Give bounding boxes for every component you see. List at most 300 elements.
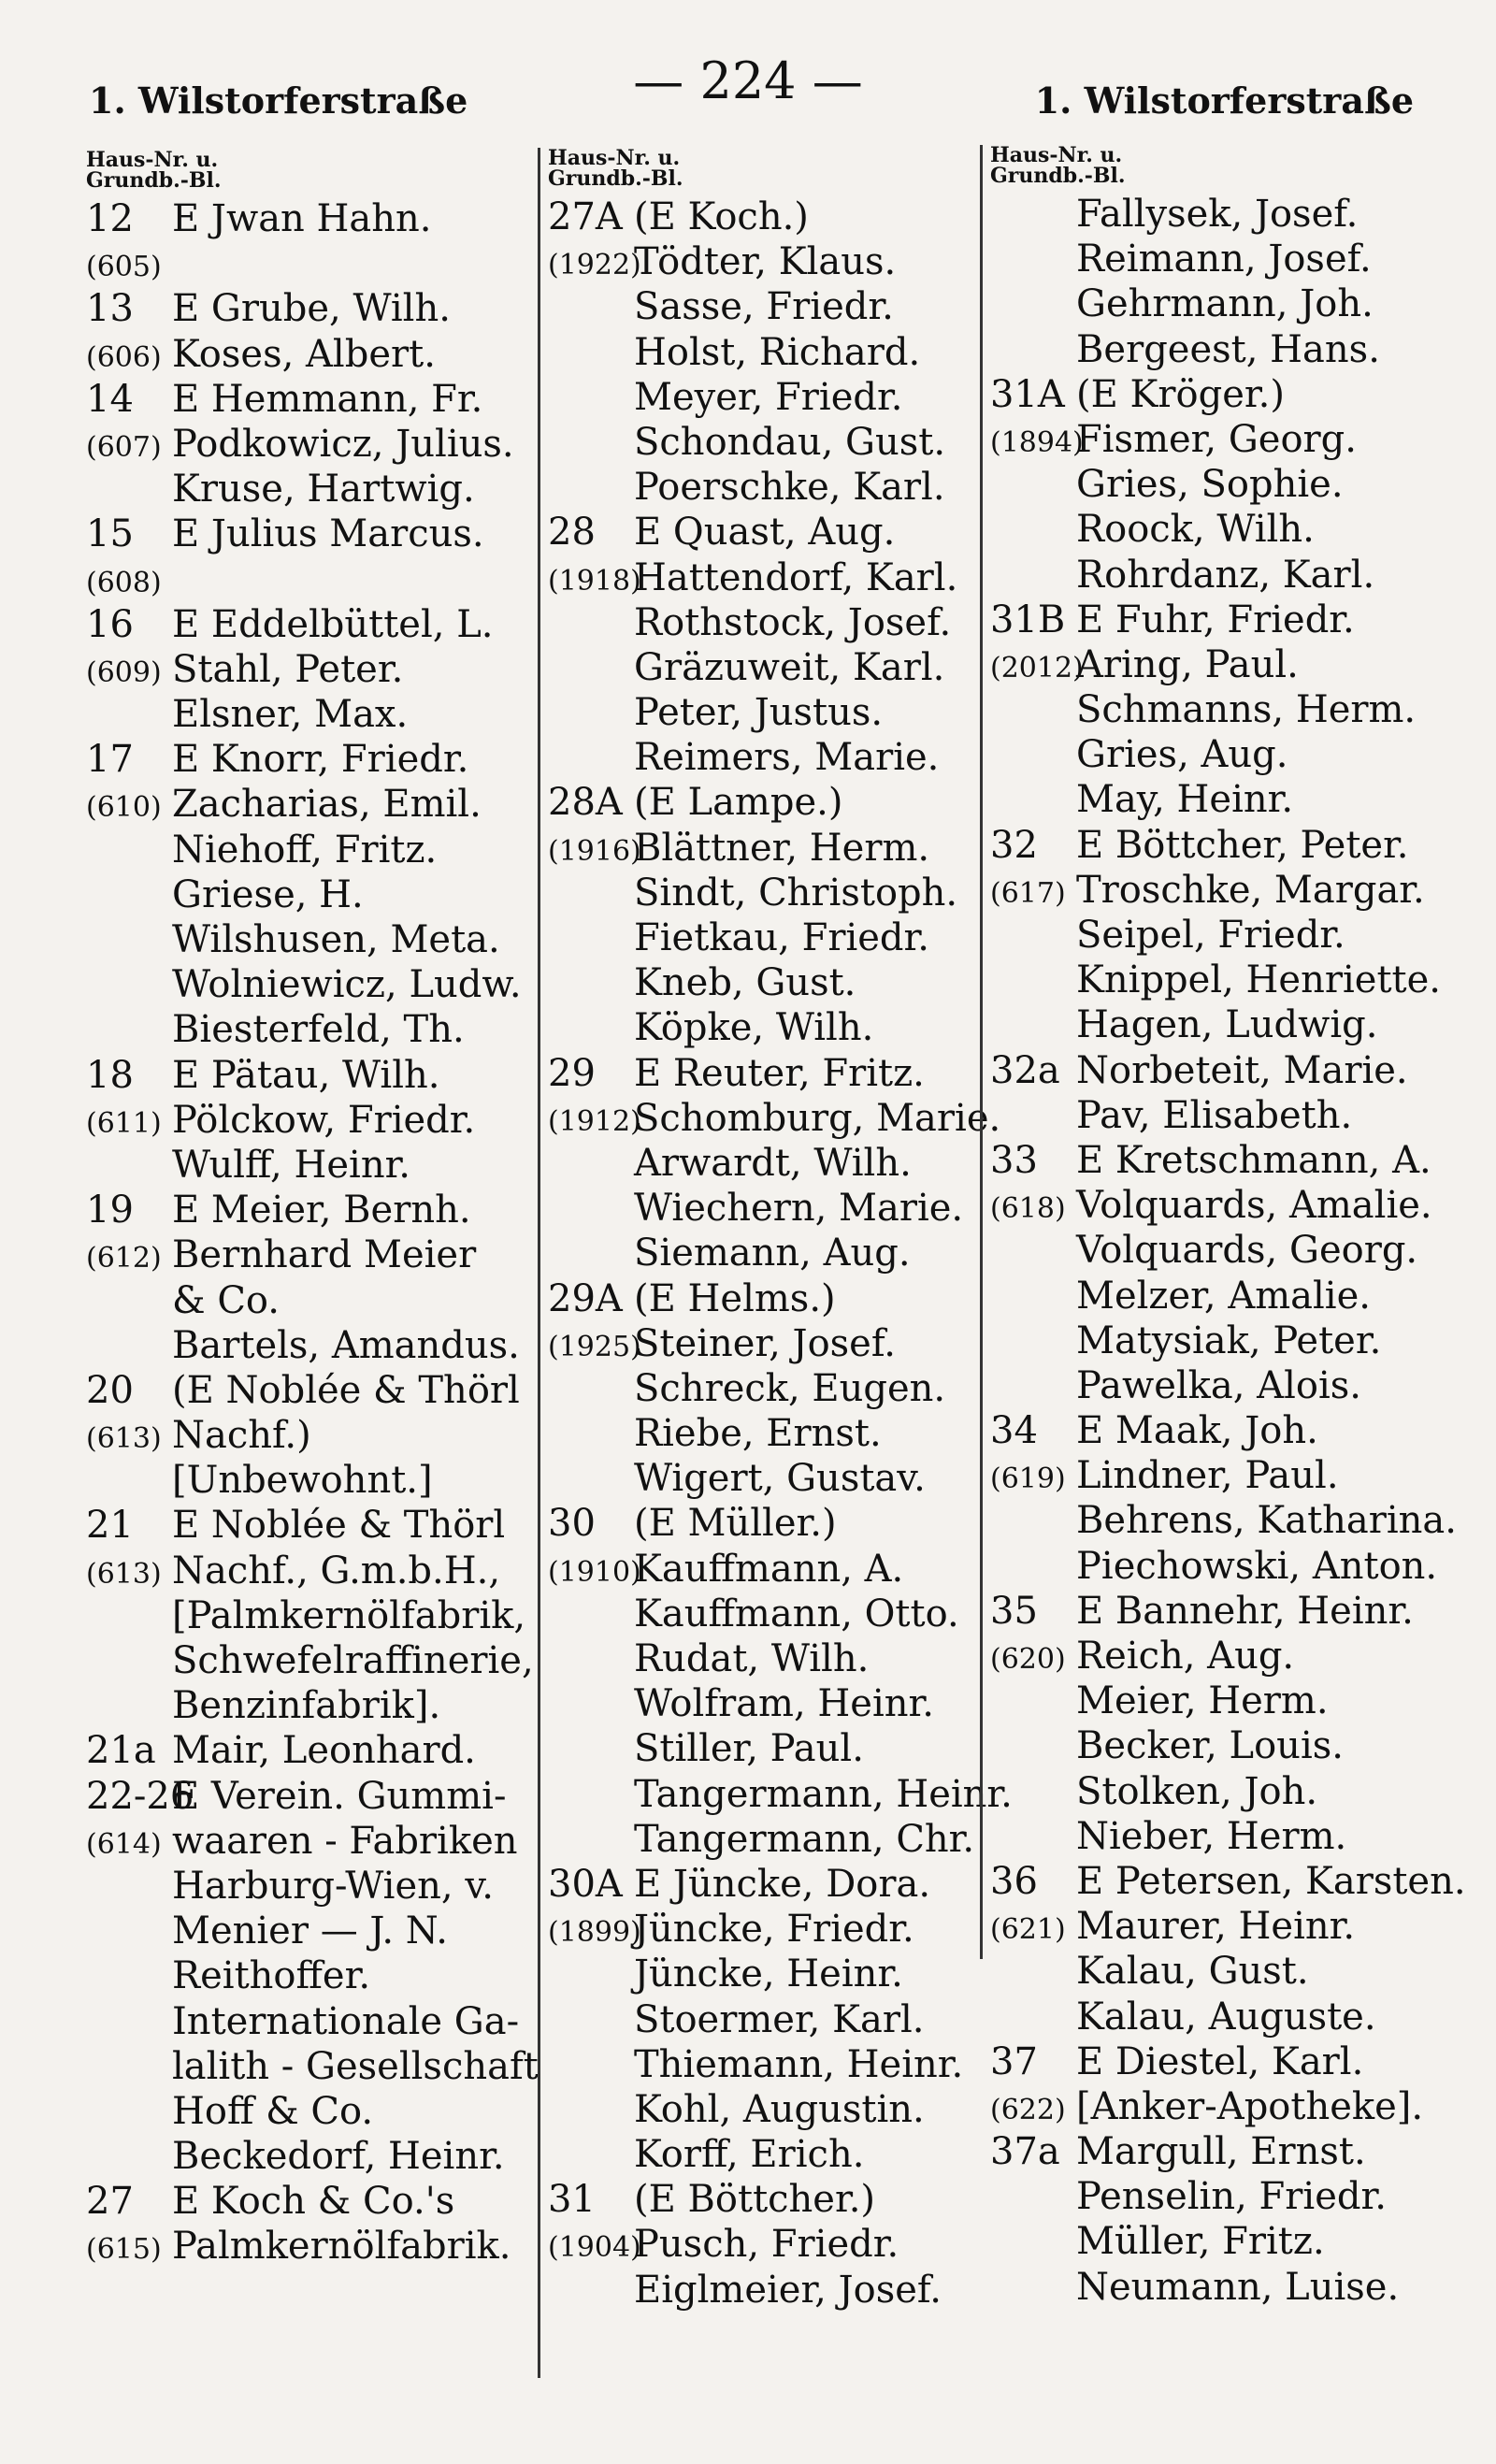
resident-name: Schondau, Gust.	[634, 420, 946, 464]
resident-name: Reithoffer.	[172, 1954, 371, 1998]
directory-line	[86, 196, 572, 241]
directory-line	[548, 1681, 1015, 1726]
directory-line	[86, 512, 572, 556]
grundbuch-number: (1922)	[548, 249, 641, 282]
resident-name: E Eddelbüttel, L.	[172, 602, 494, 646]
directory-line	[990, 553, 1476, 598]
directory-line	[86, 2179, 572, 2224]
column-1	[86, 150, 572, 2385]
grundbuch-number: (613)	[86, 1557, 162, 1591]
resident-name: Rudat, Wilh.	[634, 1637, 870, 1680]
resident-name: Volquards, Georg.	[1076, 1229, 1418, 1273]
resident-name: Korff, Erich.	[634, 2133, 865, 2177]
resident-name: Seipel, Friedr.	[1076, 914, 1345, 957]
directory-line	[990, 1274, 1476, 1318]
directory-line	[86, 1864, 572, 1909]
resident-name: E Jwan Hahn.	[172, 197, 432, 240]
directory-line	[86, 1053, 572, 1098]
directory-line	[548, 1186, 1015, 1231]
directory-line	[548, 375, 1015, 420]
directory-line	[990, 1995, 1476, 2039]
resident-name: Blättner, Herm.	[634, 826, 930, 870]
column-heading-line: Haus-Nr. u.	[548, 146, 681, 170]
resident-name: Matysiak, Peter.	[1076, 1318, 1382, 1362]
house-number: 28A	[548, 781, 623, 825]
directory-line	[86, 1368, 572, 1413]
resident-name: Aring, Paul.	[1076, 642, 1299, 686]
resident-name: (E Müller.)	[634, 1502, 837, 1546]
house-number: 30A	[548, 1862, 623, 1906]
directory-line	[548, 1005, 1015, 1050]
resident-name: Sasse, Friedr.	[634, 285, 894, 329]
directory-line	[990, 1723, 1476, 1768]
resident-name: E Koch & Co.'s	[172, 2180, 455, 2224]
directory-line	[990, 237, 1476, 281]
resident-name: (E Koch.)	[634, 195, 809, 238]
resident-name: E Verein. Gummi-	[172, 1774, 507, 1818]
resident-name: Beckedorf, Heinr.	[172, 2135, 505, 2179]
directory-line	[86, 1098, 572, 1143]
grundbuch-number: (1910)	[548, 1555, 641, 1589]
resident-name: Meier, Herm.	[1076, 1679, 1329, 1723]
resident-name: Maurer, Heinr.	[1076, 1905, 1356, 1949]
directory-line	[86, 1683, 572, 1728]
resident-name: Fallysek, Josef.	[1076, 193, 1359, 236]
house-number: 14	[86, 377, 134, 421]
resident-name: Norbeteit, Marie.	[1076, 1048, 1408, 1092]
directory-line	[990, 2174, 1476, 2219]
directory-line	[990, 598, 1476, 642]
resident-name: Thiemann, Heinr.	[634, 2042, 964, 2086]
column-heading	[990, 145, 1476, 186]
column-2	[538, 148, 1015, 2378]
directory-line	[86, 557, 572, 602]
resident-name: Wigert, Gustav.	[634, 1457, 926, 1501]
directory-line	[990, 868, 1476, 913]
resident-name: Holst, Richard.	[634, 330, 921, 374]
resident-name: Mair, Leonhard.	[172, 1729, 476, 1773]
house-number: 37	[990, 2039, 1038, 2083]
resident-name: Schomburg, Marie.	[634, 1096, 1001, 1140]
directory-line	[990, 1408, 1476, 1453]
resident-name: Becker, Louis.	[1076, 1724, 1344, 1768]
resident-name: Kauffmann, A.	[634, 1547, 904, 1591]
resident-name: Niehoff, Fritz.	[172, 828, 438, 872]
directory-line	[990, 281, 1476, 326]
resident-name: Margull, Ernst.	[1076, 2130, 1366, 2174]
directory-line	[990, 2039, 1476, 2084]
resident-name: Tödter, Klaus.	[634, 240, 897, 284]
directory-line	[86, 1819, 572, 1864]
grundbuch-number: (617)	[990, 876, 1066, 910]
directory-line	[548, 645, 1015, 690]
house-number: 29	[548, 1051, 596, 1095]
directory-line	[990, 2084, 1476, 2129]
directory-line	[548, 420, 1015, 465]
resident-name: (E Noblée & Thörl	[172, 1368, 520, 1412]
directory-line	[990, 2265, 1476, 2310]
directory-line	[548, 2132, 1015, 2177]
resident-name: Hattendorf, Karl.	[634, 555, 958, 599]
directory-line	[990, 642, 1476, 687]
house-number: 35	[990, 1589, 1038, 1633]
directory-line	[548, 960, 1015, 1005]
directory-line	[990, 1634, 1476, 1679]
resident-name: Melzer, Amalie.	[1076, 1274, 1371, 1318]
directory-line	[86, 2044, 572, 2089]
directory-line	[990, 462, 1476, 507]
resident-name: (E Kröger.)	[1076, 372, 1285, 416]
directory-line	[990, 1363, 1476, 1408]
resident-name: E Hemmann, Fr.	[172, 377, 483, 421]
directory-line	[990, 327, 1476, 372]
grundbuch-number: (614)	[86, 1827, 162, 1861]
directory-line	[548, 1456, 1015, 1501]
directory-line	[548, 1862, 1015, 1907]
house-number: 31B	[990, 598, 1066, 641]
directory-line	[548, 600, 1015, 645]
directory-line	[548, 1817, 1015, 1862]
directory-line	[86, 1909, 572, 1953]
directory-line	[990, 1002, 1476, 1047]
directory-line	[990, 1318, 1476, 1363]
resident-name: [Unbewohnt.]	[172, 1459, 433, 1503]
grundbuch-number: (610)	[86, 791, 162, 825]
resident-name: Wiechern, Marie.	[634, 1187, 964, 1231]
directory-line	[548, 1366, 1015, 1411]
resident-name: Gräzuweit, Karl.	[634, 645, 945, 689]
resident-name: Poerschke, Karl.	[634, 466, 945, 510]
house-number: 17	[86, 738, 134, 782]
resident-name: Harburg-Wien, v.	[172, 1864, 494, 1908]
resident-name: Müller, Fritz.	[1076, 2220, 1325, 2264]
house-number: 31	[548, 2178, 596, 2222]
directory-line	[86, 2134, 572, 2179]
grundbuch-number: (606)	[86, 340, 162, 374]
house-number: 27A	[548, 195, 623, 238]
resident-name: Elsner, Max.	[172, 693, 409, 737]
resident-name: Kalau, Auguste.	[1076, 1995, 1376, 2039]
resident-name: E Fuhr, Friedr.	[1076, 598, 1355, 641]
directory-line	[86, 422, 572, 467]
directory-line	[548, 1547, 1015, 1592]
house-number: 12	[86, 197, 134, 240]
house-number: 22-26	[86, 1774, 194, 1818]
grundbuch-number: (619)	[990, 1463, 1066, 1496]
resident-name: Steiner, Josef.	[634, 1321, 896, 1365]
resident-name: waaren - Fabriken	[172, 1819, 518, 1863]
column-heading-line: Haus-Nr. u.	[990, 143, 1123, 167]
resident-name: Eiglmeier, Josef.	[634, 2268, 942, 2312]
resident-name: Hoff & Co.	[172, 2089, 374, 2133]
grundbuch-number: (1918)	[548, 564, 641, 598]
resident-name: [Palmkernölfabrik,	[172, 1593, 526, 1637]
directory-line	[990, 1904, 1476, 1949]
directory-line	[86, 1774, 572, 1819]
directory-line	[990, 1769, 1476, 1814]
house-number: 36	[990, 1859, 1038, 1903]
directory-line	[990, 2219, 1476, 2264]
resident-name: lalith - Gesellschaft	[172, 2044, 539, 2088]
directory-line	[548, 1411, 1015, 1456]
grundbuch-number: (1925)	[548, 1330, 641, 1363]
directory-line	[86, 286, 572, 331]
directory-line	[990, 2129, 1476, 2174]
resident-name: Tangermann, Chr.	[634, 1817, 975, 1861]
directory-line	[548, 1952, 1015, 1996]
directory-line	[990, 1498, 1476, 1543]
grundbuch-number: (612)	[86, 1242, 162, 1275]
house-number: 16	[86, 602, 134, 646]
directory-line	[990, 372, 1476, 417]
resident-name: Kneb, Gust.	[634, 961, 856, 1005]
directory-line	[86, 1278, 572, 1323]
directory-line	[548, 2177, 1015, 2222]
directory-line	[86, 1188, 572, 1232]
resident-name: Behrens, Katharina.	[1076, 1499, 1457, 1543]
directory-line	[548, 239, 1015, 284]
house-number: 31A	[990, 372, 1065, 416]
directory-line	[86, 737, 572, 782]
house-number: 37a	[990, 2130, 1060, 2174]
directory-line	[990, 958, 1476, 1002]
directory-line	[86, 1593, 572, 1638]
resident-name: Gehrmann, Joh.	[1076, 282, 1374, 326]
directory-line	[548, 1636, 1015, 1681]
directory-line	[86, 1503, 572, 1548]
resident-name: Nieber, Herm.	[1076, 1814, 1347, 1858]
resident-name: Wilshusen, Meta.	[172, 918, 500, 961]
directory-line	[86, 1458, 572, 1503]
directory-line	[990, 1048, 1476, 1093]
resident-name: E Bannehr, Heinr.	[1076, 1589, 1414, 1633]
directory-line	[86, 917, 572, 962]
grundbuch-number: (607)	[86, 430, 162, 464]
resident-name: E Pätau, Wilh.	[172, 1053, 440, 1097]
directory-line	[990, 1093, 1476, 1138]
directory-line	[548, 1231, 1015, 1275]
grundbuch-number: (622)	[990, 2093, 1066, 2126]
resident-name: Bernhard Meier	[172, 1233, 477, 1277]
directory-line	[548, 1321, 1015, 1366]
resident-name: Pusch, Friedr.	[634, 2223, 899, 2267]
house-number: 19	[86, 1189, 134, 1232]
directory-line	[548, 915, 1015, 960]
resident-name: E Kretschmann, A.	[1076, 1138, 1431, 1182]
directory-line	[548, 1051, 1015, 1096]
resident-name: Schmanns, Herm.	[1076, 688, 1417, 732]
resident-name: Jüncke, Friedr.	[634, 1908, 914, 1952]
resident-name: Benzinfabrik].	[172, 1684, 441, 1728]
directory-line	[548, 1141, 1015, 1186]
resident-name: Lindner, Paul.	[1076, 1454, 1339, 1498]
directory-line	[548, 510, 1015, 555]
directory-line	[990, 1949, 1476, 1994]
resident-name: (E Lampe.)	[634, 781, 843, 825]
resident-name: Volquards, Amalie.	[1076, 1184, 1432, 1228]
house-number: 27	[86, 2180, 134, 2224]
directory-line	[86, 647, 572, 692]
directory-line	[86, 2089, 572, 2134]
street-heading-right: 1. Wilstorferstraße	[1034, 79, 1414, 122]
resident-name: Menier — J. N.	[172, 1909, 448, 1953]
directory-line	[86, 602, 572, 647]
resident-name: Schreck, Eugen.	[634, 1366, 946, 1410]
house-number: 20	[86, 1368, 134, 1412]
resident-name: Internationale Ga-	[172, 1999, 520, 2043]
directory-line	[86, 1232, 572, 1277]
column-heading	[548, 148, 1015, 189]
directory-line	[990, 1228, 1476, 1273]
resident-name: Stoermer, Karl.	[634, 1997, 925, 2041]
directory-line	[548, 690, 1015, 735]
house-number: 34	[990, 1409, 1038, 1453]
grundbuch-number: (608)	[86, 566, 162, 599]
column-heading	[86, 150, 572, 191]
directory-line	[548, 284, 1015, 329]
directory-line	[548, 2087, 1015, 2132]
resident-name: Reimers, Marie.	[634, 736, 940, 780]
resident-name: Arwardt, Wilh.	[634, 1141, 912, 1185]
resident-name: Meyer, Friedr.	[634, 375, 903, 419]
resident-name: Roock, Wilh.	[1076, 508, 1315, 552]
resident-name: E Julius Marcus.	[172, 512, 484, 556]
resident-name: Stolken, Joh.	[1076, 1769, 1318, 1813]
grundbuch-number: (1916)	[548, 834, 641, 868]
resident-name: E Reuter, Fritz.	[634, 1051, 925, 1095]
directory-line	[86, 1413, 572, 1458]
resident-name: Palmkernölfabrik.	[172, 2225, 511, 2269]
grundbuch-number: (605)	[86, 251, 162, 284]
resident-name: Wulff, Heinr.	[172, 1143, 411, 1187]
resident-name: E Noblée & Thörl	[172, 1504, 506, 1548]
directory-line	[990, 1589, 1476, 1634]
resident-name: Nachf.)	[172, 1414, 311, 1458]
street-heading-left: 1. Wilstorferstraße	[89, 79, 468, 122]
directory-line	[86, 962, 572, 1007]
directory-line	[86, 692, 572, 737]
directory-line	[990, 1453, 1476, 1498]
resident-name: Sindt, Christoph.	[634, 871, 958, 915]
resident-name: Stiller, Paul.	[634, 1727, 864, 1771]
resident-name: E Jüncke, Dora.	[634, 1862, 931, 1906]
directory-line	[86, 332, 572, 377]
resident-name: E Quast, Aug.	[634, 511, 896, 555]
resident-name: Fismer, Georg.	[1076, 417, 1357, 461]
resident-name: E Knorr, Friedr.	[172, 738, 469, 782]
grundbuch-number: (613)	[86, 1422, 162, 1456]
column-heading-line: Grundb.-Bl.	[548, 166, 683, 191]
directory-line	[86, 1007, 572, 1052]
grundbuch-number: (1904)	[548, 2231, 641, 2265]
directory-line	[548, 1997, 1015, 2042]
grundbuch-number: (611)	[86, 1106, 162, 1140]
directory-line	[548, 465, 1015, 510]
house-number: 30	[548, 1502, 596, 1546]
resident-name: E Grube, Wilh.	[172, 287, 451, 331]
entry-list	[548, 195, 1015, 2313]
page-number: — 224 —	[633, 51, 863, 110]
resident-name: Pölckow, Friedr.	[172, 1098, 476, 1142]
resident-name: Knippel, Henriette.	[1076, 958, 1441, 1002]
resident-name: Kauffmann, Otto.	[634, 1592, 959, 1635]
column-heading-line: Grundb.-Bl.	[86, 168, 222, 193]
house-number: 28	[548, 511, 596, 555]
directory-line	[548, 1096, 1015, 1141]
resident-name: & Co.	[172, 1278, 280, 1322]
resident-name: Bartels, Amandus.	[172, 1323, 520, 1367]
resident-name: E Petersen, Karsten.	[1076, 1859, 1466, 1903]
directory-line	[990, 507, 1476, 552]
grundbuch-number: (621)	[990, 1913, 1066, 1947]
resident-name: Zacharias, Emil.	[172, 783, 482, 827]
resident-name: Nachf., G.m.b.H.,	[172, 1549, 501, 1592]
grundbuch-number: (1899)	[548, 1916, 641, 1950]
resident-name: E Böttcher, Peter.	[1076, 823, 1409, 867]
directory-line	[86, 782, 572, 827]
resident-name: (E Helms.)	[634, 1276, 836, 1320]
resident-name: Podkowicz, Julius.	[172, 422, 514, 466]
directory-line	[548, 1907, 1015, 1952]
resident-name: Troschke, Margar.	[1076, 868, 1425, 912]
house-number: 13	[86, 287, 134, 331]
house-number: 29A	[548, 1276, 623, 1320]
directory-line	[548, 1772, 1015, 1817]
column-3	[980, 143, 1476, 2309]
resident-name: Kohl, Augustin.	[634, 2087, 925, 2131]
directory-line	[86, 241, 572, 286]
grundbuch-number: (618)	[990, 1192, 1066, 1226]
house-number: 18	[86, 1053, 134, 1097]
directory-line	[86, 467, 572, 512]
grundbuch-number: (620)	[990, 1643, 1066, 1676]
directory-line	[86, 1549, 572, 1593]
house-number: 32a	[990, 1048, 1060, 1092]
directory-line	[86, 1728, 572, 1773]
resident-name: E Maak, Joh.	[1076, 1409, 1318, 1453]
resident-name: Peter, Justus.	[634, 691, 884, 735]
directory-line	[86, 377, 572, 422]
resident-name: E Diestel, Karl.	[1076, 2039, 1364, 2083]
resident-name: Pav, Elisabeth.	[1076, 1093, 1353, 1137]
resident-name: Rohrdanz, Karl.	[1076, 553, 1375, 597]
resident-name: May, Heinr.	[1076, 778, 1294, 822]
directory-line	[548, 195, 1015, 239]
resident-name: Neumann, Luise.	[1076, 2265, 1400, 2309]
page-header	[0, 51, 1496, 126]
directory-line	[990, 1138, 1476, 1183]
resident-name: Hagen, Ludwig.	[1076, 1003, 1378, 1047]
resident-name: Riebe, Ernst.	[634, 1412, 882, 1456]
resident-name: Fietkau, Friedr.	[634, 916, 929, 959]
grundbuch-number: (609)	[86, 656, 162, 689]
directory-line	[548, 2042, 1015, 2087]
directory-line	[990, 777, 1476, 822]
directory-line	[548, 1726, 1015, 1771]
directory-line	[990, 732, 1476, 777]
directory-line	[86, 1953, 572, 1998]
resident-name: Wolniewicz, Ludw.	[172, 963, 522, 1007]
resident-name: Gries, Sophie.	[1076, 463, 1344, 507]
directory-line	[548, 1501, 1015, 1546]
directory-line	[86, 2224, 572, 2269]
directory-line	[548, 826, 1015, 871]
directory-line	[86, 1323, 572, 1368]
resident-name: Griese, H.	[172, 872, 364, 916]
grundbuch-number: (1894)	[990, 425, 1084, 459]
directory-line	[548, 330, 1015, 375]
directory-line	[990, 823, 1476, 868]
